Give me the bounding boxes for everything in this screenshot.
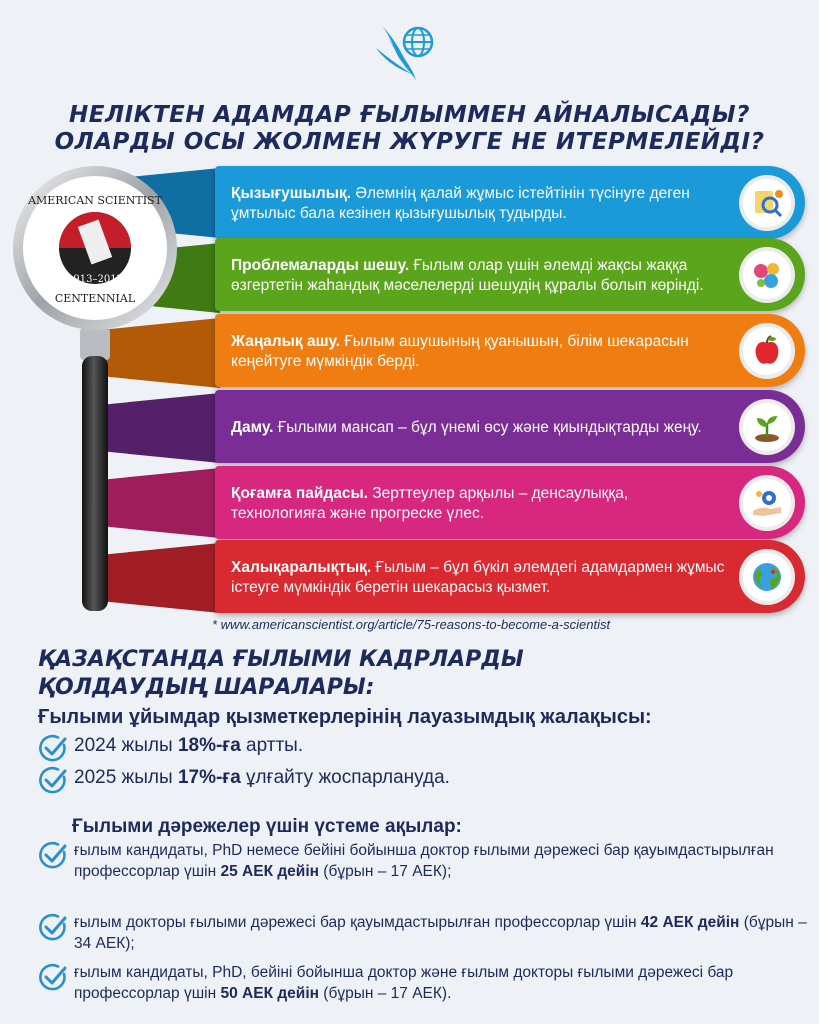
apple-icon xyxy=(739,323,795,379)
checkmark-icon xyxy=(38,962,68,992)
list-item-bold: 50 АЕК дейін xyxy=(220,985,319,1002)
source-footnote: * www.americanscientist.org/article/75-reasons-to-become-a-scientist xyxy=(212,617,611,632)
reason-text xyxy=(231,418,702,438)
reason-text xyxy=(231,484,725,524)
reason-text xyxy=(231,256,725,296)
hand-gear-icon xyxy=(739,475,795,531)
bonus-section-title: Ғылыми дәрежелер үшін үстеме ақылар: xyxy=(72,816,462,837)
reason-card xyxy=(215,166,805,239)
reason-card xyxy=(215,238,805,311)
list-item-bold: 18%-ға xyxy=(177,735,241,756)
reason-title: Халықаралықтық. xyxy=(231,558,372,576)
list-item-pre: ғылым докторы ғылыми дәрежесі бар қауымдастырылған профессорлар үшін xyxy=(74,914,641,931)
reason-description: Әлемнің қалай жұмыс істейтінін түсінуге деген ұмтылыс бала кезінен қызығушылық тудырды. xyxy=(231,184,690,222)
salary-section-title: Ғылыми ұйымдар қызметкерлерінің лауазымдық жалақысы: xyxy=(38,706,652,728)
list-item xyxy=(38,840,814,882)
magnifier-logo-arc-top: AMERICAN SCIENTIST xyxy=(28,194,162,207)
list-item-post: артты. xyxy=(240,735,304,756)
list-item-post: (бұрын – 17 АЕК). xyxy=(319,985,452,1002)
headline-line-1: НЕЛІКТЕН АДАМДАР ҒЫЛЫММЕН АЙНАЛЫСАДЫ? xyxy=(69,102,750,128)
list-item-bold: 17%-ға xyxy=(177,767,241,788)
list-item-pre: 2025 жылы xyxy=(74,767,178,788)
reason-title: Қоғамға пайдасы. xyxy=(231,484,368,502)
eagle-globe-logo-icon xyxy=(372,18,444,84)
list-item-bold: 42 АЕК дейін xyxy=(640,914,740,931)
list-item-post: (бұрын – 34 АЕК); xyxy=(74,914,807,952)
reason-description: Ғылыми мансап – бұл үнемі өсу және қиындықтарды жеңу. xyxy=(273,418,702,436)
support-headline-line-1: ҚАЗАҚСТАНДА ҒЫЛЫМИ КАДРЛАРДЫ xyxy=(38,647,524,672)
list-item-text xyxy=(74,912,814,954)
list-item-post: (бұрын – 17 АЕК); xyxy=(319,863,452,880)
reason-card xyxy=(215,314,805,387)
list-item-post: ұлғайту жоспарлануда. xyxy=(240,767,450,788)
checkmark-icon xyxy=(38,840,68,870)
reason-title: Проблемаларды шешу. xyxy=(231,256,410,274)
research-magnifier-icon xyxy=(739,175,795,231)
list-item-pre: ғылым кандидаты, PhD, бейіні бойынша доктор және ғылым докторы ғылыми дәрежесі бар профессорлар үшін xyxy=(74,964,734,1002)
page-headline xyxy=(0,102,819,156)
reason-card xyxy=(215,390,805,463)
reason-description: Зерттеулер арқылы – денсаулыққа, технологияға және прогреске үлес. xyxy=(231,484,629,522)
list-item xyxy=(38,733,303,763)
reason-card xyxy=(215,466,805,539)
brain-gears-icon xyxy=(739,247,795,303)
list-item-text xyxy=(74,962,814,1004)
reason-text xyxy=(231,332,725,372)
reason-title: Қызығушылық. xyxy=(231,184,352,202)
reason-title: Даму. xyxy=(231,418,274,436)
support-headline xyxy=(38,646,524,702)
list-item xyxy=(38,962,814,1004)
magnifier-logo-years: 1913–2012 xyxy=(67,274,123,285)
checkmark-icon xyxy=(38,733,68,763)
support-headline-line-2: ҚОЛДАУДЫҢ ШАРАЛАРЫ: xyxy=(38,675,375,700)
reason-description: Ғылым олар үшін әлемді жақсы жаққа өзгертетін жаһандық мәселелерді шешудің құралы болып көрінді. xyxy=(231,256,704,294)
magnifier-logo-arc-bottom: CENTENNIAL xyxy=(54,292,136,305)
reason-description: Ғылым ашушының қуанышын, білім шекарасын кеңейтуге мүмкіндік берді. xyxy=(231,332,689,370)
reason-card xyxy=(215,540,805,613)
list-item-bold: 25 АЕК дейін xyxy=(220,863,319,880)
list-item-text xyxy=(74,733,303,759)
list-item xyxy=(38,912,814,954)
magnifier-graphic xyxy=(12,160,180,620)
reason-text xyxy=(231,184,725,224)
list-item-pre: ғылым кандидаты, PhD немесе бейіні бойынша доктор ғылыми дәрежесі бар қауымдастырылған профессорлар үшін xyxy=(74,842,774,880)
checkmark-icon xyxy=(38,912,68,942)
checkmark-icon xyxy=(38,765,68,795)
reason-text xyxy=(231,558,725,598)
list-item-pre: 2024 жылы xyxy=(74,735,178,756)
headline-line-2: ОЛАРДЫ ОСЫ ЖОЛМЕН ЖҮРУГЕ НЕ ИТЕРМЕЛЕЙДІ? xyxy=(54,129,765,155)
reason-description: Ғылым – бұл бүкіл әлемдегі адамдармен жұмыс істеуге мүмкіндік беретін шекарасыз қызмет. xyxy=(231,558,725,596)
list-item-text xyxy=(74,840,814,882)
list-item-text xyxy=(74,765,450,791)
sprout-icon xyxy=(739,399,795,455)
globe-icon xyxy=(739,549,795,605)
list-item xyxy=(38,765,450,795)
reason-title: Жаңалық ашу. xyxy=(231,332,341,350)
